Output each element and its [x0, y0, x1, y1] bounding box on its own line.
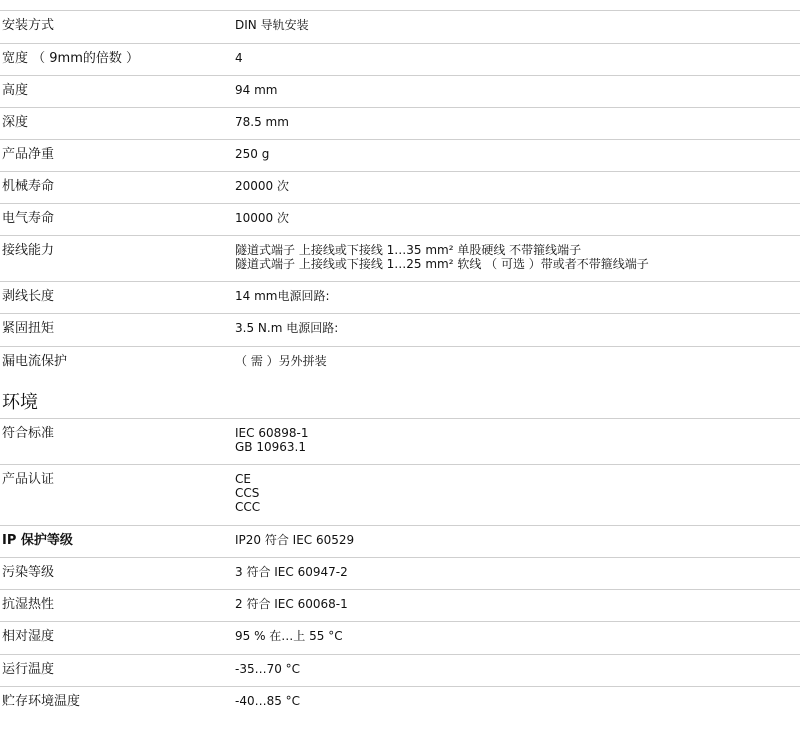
- spec-value: [235, 526, 800, 557]
- spec-label: 贮存环境温度: [2, 694, 81, 709]
- spec-value-line: 250 g: [235, 147, 270, 161]
- spec-value-line: CCS: [235, 486, 260, 500]
- spec-value: [235, 204, 800, 235]
- spec-value-line: IP20 符合 IEC 60529: [235, 533, 355, 547]
- spec-label: 机械寿命: [2, 179, 55, 194]
- spec-value-line: 78.5 mm: [235, 115, 289, 129]
- spec-value: [235, 558, 800, 589]
- spec-value: [235, 590, 800, 621]
- spec-row: [0, 687, 800, 717]
- spec-label: 污染等级: [2, 565, 55, 580]
- spec-row: [0, 419, 800, 465]
- spec-row: [0, 204, 800, 236]
- spec-label: IP 保护等级: [2, 533, 73, 548]
- spec-label: 剥线长度: [2, 289, 55, 304]
- spec-label: 深度: [2, 115, 29, 130]
- spec-value-line: 3 符合 IEC 60947-2: [235, 565, 348, 579]
- spec-label: 抗湿热性: [2, 597, 55, 612]
- spec-value: [235, 236, 800, 281]
- spec-row: [0, 622, 800, 655]
- spec-value: [235, 622, 800, 654]
- spec-value-line: （ 需 ）另外拼装: [235, 354, 327, 368]
- spec-row: [0, 590, 800, 622]
- spec-row: [0, 655, 800, 687]
- spec-label: 产品净重: [2, 147, 55, 162]
- spec-row: [0, 11, 800, 44]
- spec-value: [235, 76, 800, 107]
- spec-label: 符合标准: [2, 426, 55, 441]
- spec-value-line: 3.5 N.m 电源回路:: [235, 321, 339, 335]
- spec-value: [235, 11, 800, 43]
- spec-label: 宽度 （ 9mm的倍数 ）: [2, 51, 139, 66]
- spec-table-general: [0, 11, 800, 379]
- spec-row: [0, 108, 800, 140]
- spec-label: 安装方式: [2, 18, 55, 33]
- spec-value-line: 10000 次: [235, 211, 289, 225]
- spec-value-line: GB 10963.1: [235, 440, 306, 454]
- spec-row: [0, 236, 800, 282]
- spec-label: 紧固扭矩: [2, 321, 55, 336]
- spec-row: [0, 282, 800, 314]
- spec-row: [0, 172, 800, 204]
- spec-value: [235, 687, 800, 717]
- spec-row: [0, 347, 800, 379]
- spec-label: 电气寿命: [2, 211, 55, 226]
- spec-value: [235, 655, 800, 686]
- spec-value-line: 20000 次: [235, 179, 289, 193]
- spec-label: 产品认证: [2, 472, 55, 487]
- spec-row: [0, 558, 800, 590]
- spec-label: 相对湿度: [2, 629, 55, 644]
- spec-value-line: 4: [235, 51, 243, 65]
- spec-value-line: CE: [235, 472, 251, 486]
- spec-value: [235, 44, 800, 75]
- spec-label: 漏电流保护: [2, 354, 68, 369]
- spec-value-line: CCC: [235, 500, 261, 514]
- spec-value-line: 94 mm: [235, 83, 278, 97]
- spec-label: 运行温度: [2, 662, 55, 677]
- spec-value: [235, 314, 800, 346]
- spec-value-line: 95 % 在…上 55 °C: [235, 629, 343, 643]
- spec-row: [0, 44, 800, 76]
- spec-row: [0, 526, 800, 558]
- spec-value-line: -35…70 °C: [235, 662, 301, 676]
- spec-value-line: IEC 60898-1: [235, 426, 309, 440]
- spec-value-line: DIN 导轨安装: [235, 18, 309, 32]
- spec-table-environment: [0, 419, 800, 717]
- spec-row: [0, 140, 800, 172]
- spec-label: 高度: [2, 83, 29, 98]
- spec-value: [235, 108, 800, 139]
- section-title-environment: 环境: [0, 392, 800, 419]
- spec-value: [235, 140, 800, 171]
- spec-row: [0, 76, 800, 108]
- spec-value: [235, 172, 800, 203]
- spec-value-line: 隧道式端子 上接线或下接线 1…25 mm² 软线 （ 可选 ）带或者不带箍线端子: [235, 257, 649, 271]
- spec-value-line: -40…85 °C: [235, 694, 301, 708]
- spec-value: [235, 419, 800, 464]
- spec-value-line: 2 符合 IEC 60068-1: [235, 597, 348, 611]
- spec-row: [0, 314, 800, 347]
- spec-value: [235, 282, 800, 313]
- spec-value: [235, 465, 800, 525]
- spec-value-line: 14 mm电源回路:: [235, 289, 330, 303]
- spec-row: [0, 465, 800, 526]
- spec-value: [235, 347, 800, 379]
- spec-label: 接线能力: [2, 243, 55, 258]
- spec-value-line: 隧道式端子 上接线或下接线 1…35 mm² 单股硬线 不带箍线端子: [235, 243, 582, 257]
